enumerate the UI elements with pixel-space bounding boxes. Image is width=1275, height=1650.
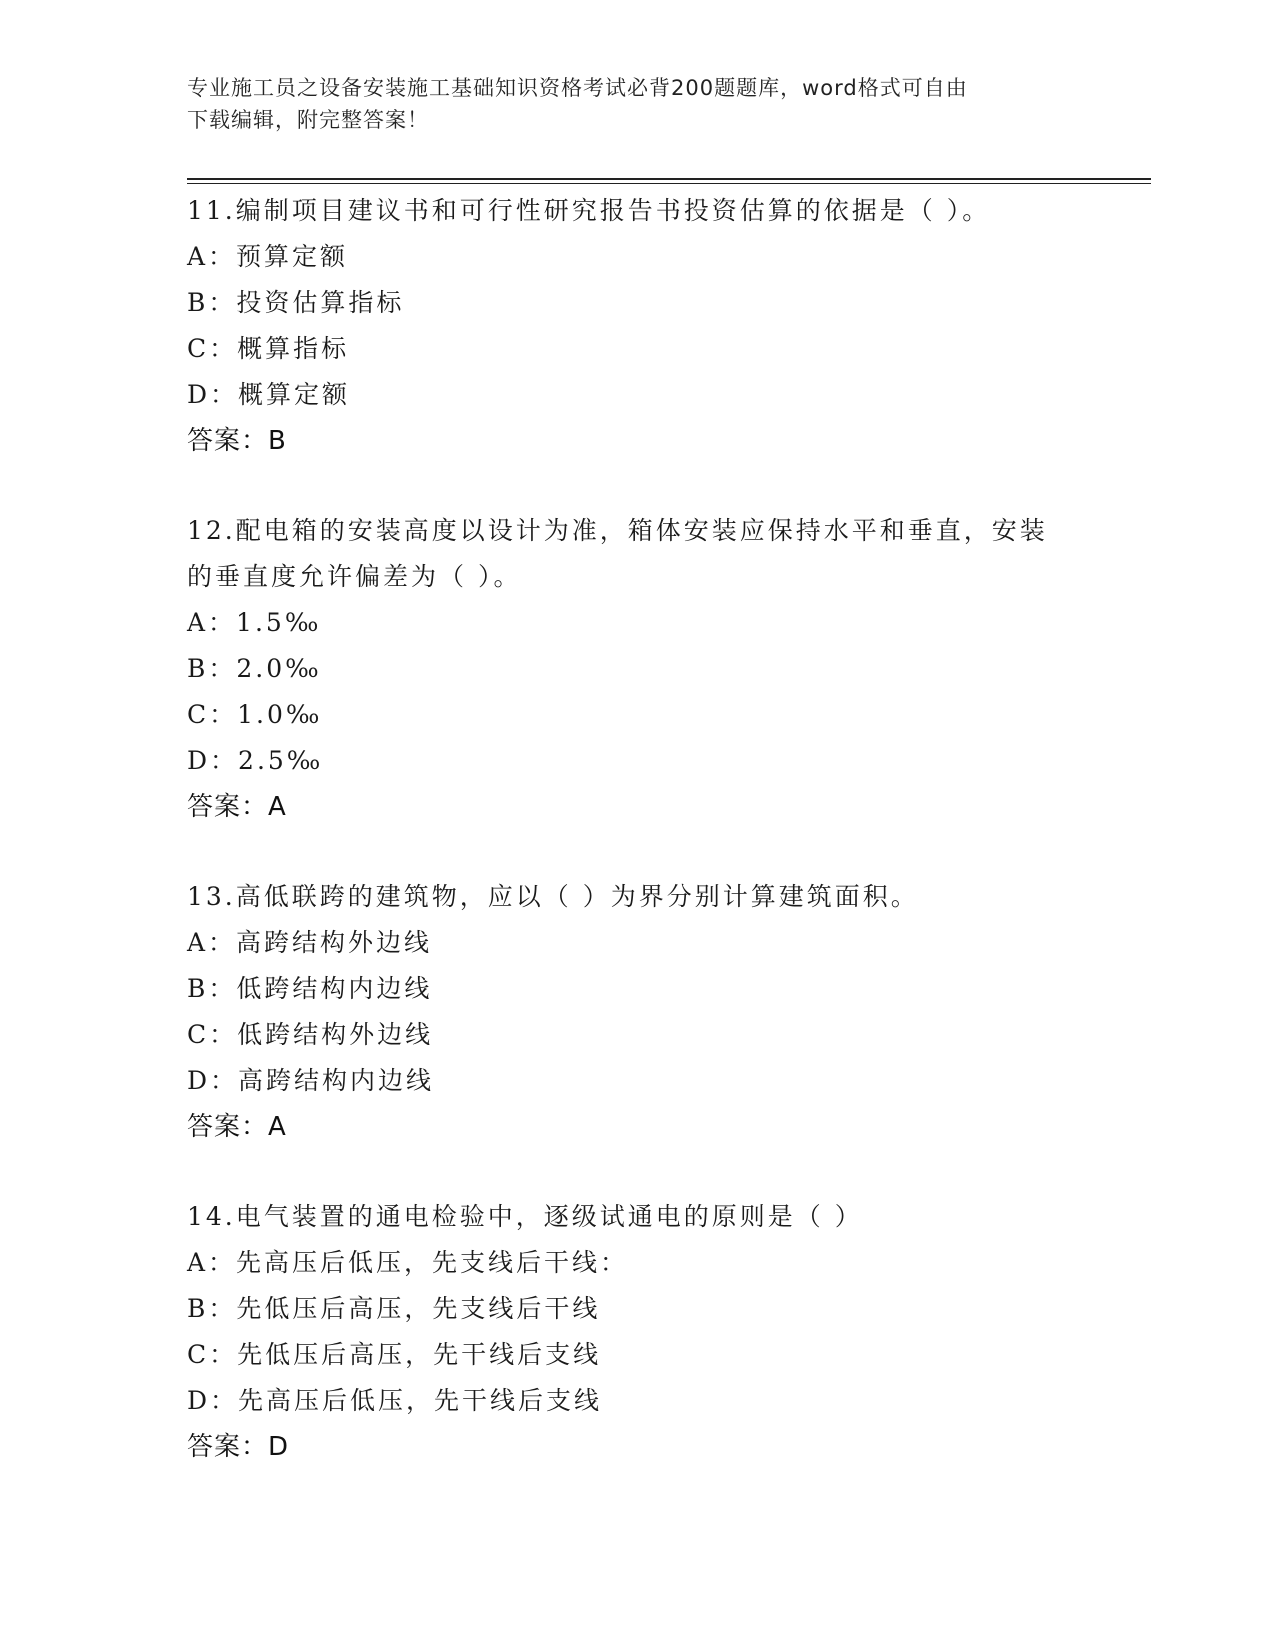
question-stem: 12.配电箱的安装高度以设计为准，箱体安装应保持水平和垂直，安装: [187, 516, 1048, 545]
question-11: [187, 188, 1087, 464]
answer-line: 答案：A: [187, 1112, 287, 1142]
option-d: D：先高压后低压，先干线后支线: [187, 1386, 603, 1415]
option-a: A：1.5‰: [187, 608, 322, 637]
option-b: B：低跨结构内边线: [187, 974, 433, 1003]
header-divider-thin: [187, 183, 1151, 184]
option-a: A：先高压后低压，先支线后干线：: [187, 1248, 629, 1277]
option-b: B：投资估算指标: [187, 288, 405, 317]
question-list: [187, 188, 1087, 1470]
question-spacer: [187, 830, 1087, 874]
header-divider-thick: [187, 178, 1151, 180]
question-stem: 14.电气装置的通电检验中，逐级试通电的原则是（ ）: [187, 1202, 863, 1231]
question-spacer: [187, 464, 1087, 508]
answer-line: 答案：A: [187, 792, 287, 822]
question-spacer: [187, 1150, 1087, 1194]
option-d: D：高跨结构内边线: [187, 1066, 435, 1095]
option-d: D：概算定额: [187, 380, 351, 409]
option-b: B：2.0‰: [187, 654, 322, 683]
option-c: C：先低压后高压，先干线后支线: [187, 1340, 602, 1369]
option-b: B：先低压后高压，先支线后干线: [187, 1294, 601, 1323]
option-a: A：高跨结构外边线: [187, 928, 433, 957]
header-line-1: 专业施工员之设备安装施工基础知识资格考试必背200题题库，word格式可自由: [187, 76, 968, 100]
header-line-2: 下载编辑，附完整答案！: [187, 108, 429, 132]
option-a: A：预算定额: [187, 242, 349, 271]
option-c: C：低跨结构外边线: [187, 1020, 434, 1049]
question-stem-continued: 的垂直度允许偏差为（ ）。: [187, 562, 522, 591]
document-header: [187, 72, 1067, 136]
answer-line: 答案：D: [187, 1432, 290, 1462]
question-13: [187, 874, 1087, 1150]
answer-line: 答案：B: [187, 426, 287, 456]
option-c: C：1.0‰: [187, 700, 323, 729]
question-14: [187, 1194, 1087, 1470]
question-12: [187, 508, 1087, 830]
question-stem: 13.高低联跨的建筑物，应以（ ）为界分别计算建筑面积。: [187, 882, 919, 911]
option-c: C：概算指标: [187, 334, 350, 363]
question-stem: 11.编制项目建议书和可行性研究报告书投资估算的依据是（ ）。: [187, 196, 991, 225]
option-d: D：2.5‰: [187, 746, 324, 775]
